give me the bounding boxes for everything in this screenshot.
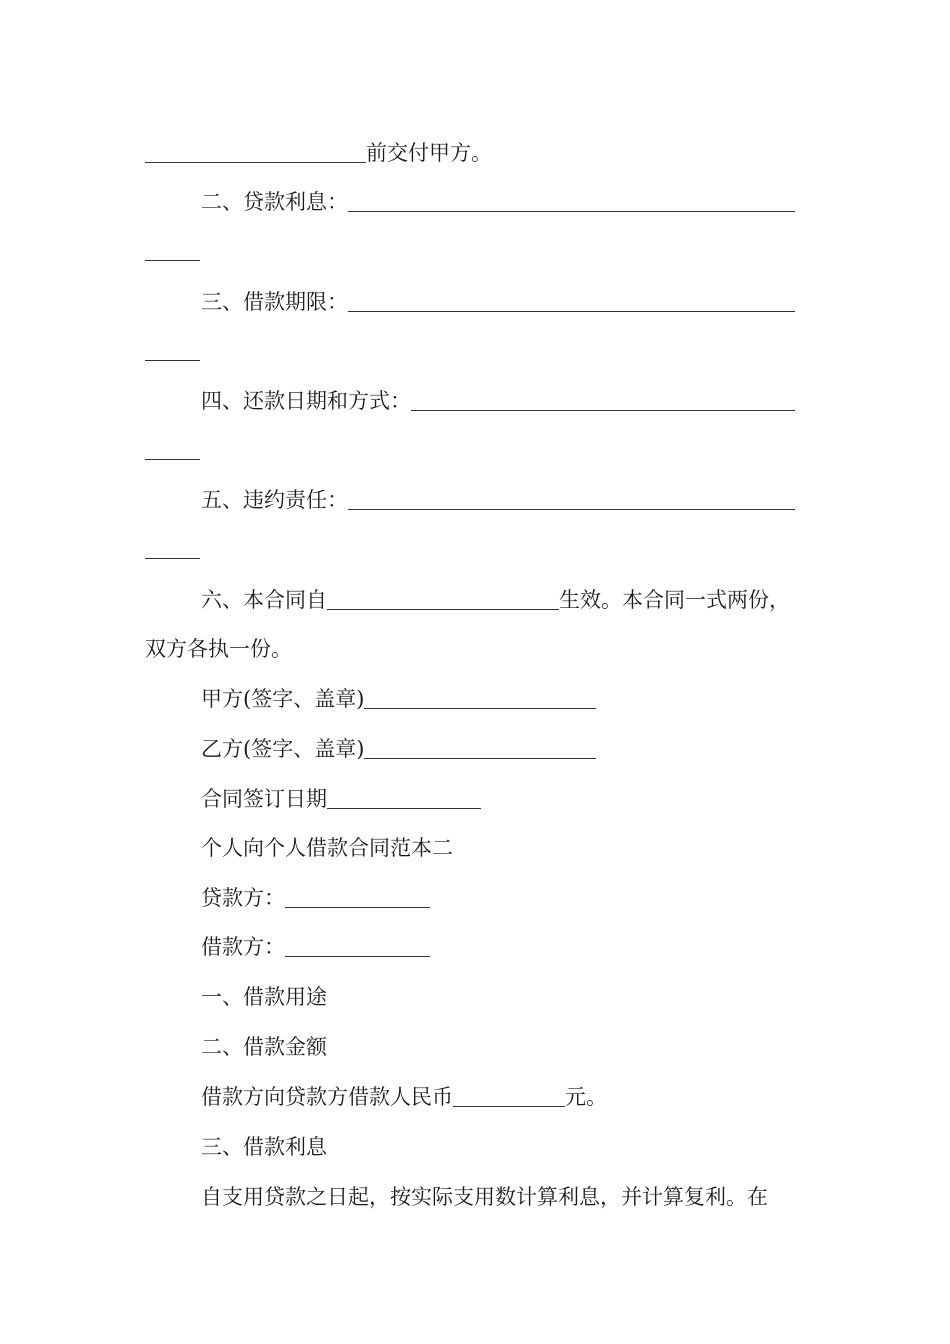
interest-blank[interactable] (348, 185, 795, 212)
template2-title (201, 831, 453, 865)
effect-cont: 双方各执一份。 (145, 637, 292, 661)
clause-interest (201, 185, 795, 219)
sign-date-label: 合同签订日期 (201, 787, 327, 811)
clause-term-cont (145, 334, 200, 368)
liability-blank-cont[interactable] (145, 532, 200, 559)
interest-blank-cont[interactable] (145, 234, 200, 261)
line-delivery (145, 136, 492, 170)
liability-blank[interactable] (348, 483, 795, 510)
lender-label: 贷款方： (201, 886, 285, 910)
clause-liability (201, 483, 795, 517)
borrower-label: 借款方： (201, 935, 285, 959)
amount-suffix: 元。 (565, 1085, 607, 1109)
signature-party-a (201, 682, 596, 716)
section-1-title: 一、借款用途 (201, 985, 327, 1009)
party-b-blank[interactable] (364, 732, 596, 759)
liability-label: 五、违约责任： (201, 488, 348, 512)
term-blank-cont[interactable] (145, 334, 200, 361)
amount-line (201, 1080, 607, 1114)
interest-paragraph-text: 自支用贷款之日起，按实际支用数计算利息，并计算复利。在 (201, 1185, 768, 1209)
delivery-text: 前交付甲方。 (366, 141, 492, 165)
section-1 (201, 980, 327, 1014)
section-2 (201, 1030, 327, 1064)
party-b-label: 乙方(签字、盖章) (201, 737, 365, 761)
repayment-label: 四、还款日期和方式： (201, 389, 411, 413)
lender-line (201, 881, 430, 915)
section-3 (201, 1130, 327, 1164)
template2-title-text: 个人向个人借款合同范本二 (201, 836, 453, 860)
sign-date-blank[interactable] (327, 782, 481, 809)
clause-effect (201, 583, 790, 617)
clause-interest-cont (145, 234, 200, 268)
sign-date (201, 782, 481, 816)
clause-liability-cont (145, 532, 200, 566)
borrower-line (201, 930, 430, 964)
section-3-title: 三、借款利息 (201, 1135, 327, 1159)
effect-date-blank[interactable] (327, 583, 559, 610)
party-a-label: 甲方(签字、盖章) (201, 687, 365, 711)
blank-field[interactable] (145, 136, 366, 163)
clause-term (201, 285, 795, 319)
section-2-title: 二、借款金额 (201, 1035, 327, 1059)
clause-repayment-cont (145, 433, 200, 467)
repayment-blank-cont[interactable] (145, 433, 200, 460)
amount-prefix: 借款方向贷款方借款人民币 (201, 1085, 453, 1109)
interest-label: 二、贷款利息： (201, 190, 348, 214)
interest-paragraph (201, 1180, 768, 1214)
amount-blank[interactable] (453, 1080, 565, 1107)
effect-suffix: 生效。本合同一式两份， (559, 588, 790, 612)
term-blank[interactable] (348, 285, 795, 312)
effect-prefix: 六、本合同自 (201, 588, 327, 612)
repayment-blank[interactable] (411, 384, 795, 411)
clause-repayment (201, 384, 795, 418)
term-label: 三、借款期限： (201, 290, 348, 314)
lender-blank[interactable] (285, 881, 430, 908)
clause-effect-cont (145, 632, 292, 666)
signature-party-b (201, 732, 596, 766)
borrower-blank[interactable] (285, 930, 430, 957)
party-a-blank[interactable] (364, 682, 596, 709)
